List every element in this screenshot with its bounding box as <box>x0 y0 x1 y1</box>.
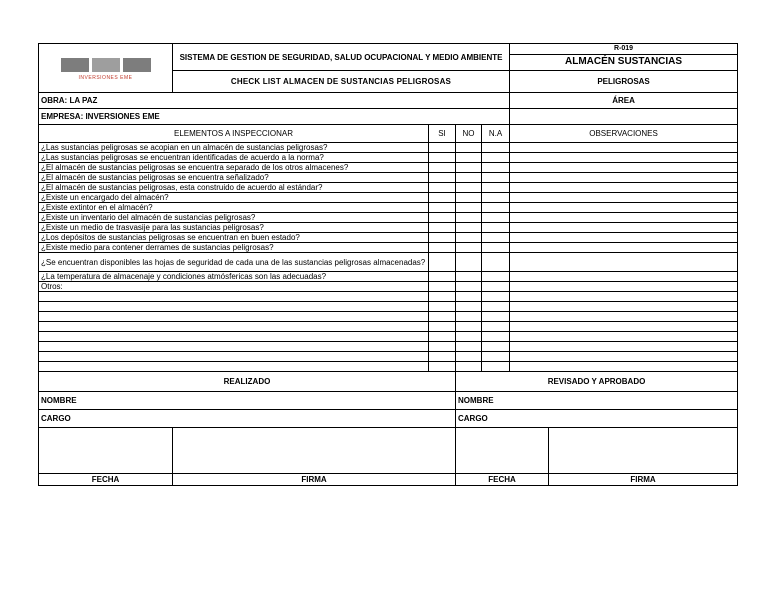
observation-cell[interactable] <box>510 322 738 332</box>
observation-cell[interactable] <box>510 193 738 203</box>
firma-box-left[interactable] <box>173 428 456 474</box>
side-title-2: PELIGROSAS <box>510 71 738 93</box>
other-item-cell[interactable] <box>39 302 429 312</box>
checklist-row <box>39 272 738 282</box>
si-cell[interactable] <box>429 173 456 183</box>
si-cell[interactable] <box>429 143 456 153</box>
fecha-box-right[interactable] <box>456 428 549 474</box>
checklist-question: ¿Se encuentran disponibles las hojas de seguridad de cada una de las sustancias peligrosas almacenadas? <box>39 253 429 272</box>
na-cell[interactable] <box>482 153 510 163</box>
no-cell[interactable] <box>456 332 482 342</box>
observation-cell[interactable] <box>510 352 738 362</box>
checklist-row <box>39 193 738 203</box>
checklist-table <box>38 43 738 486</box>
si-cell[interactable] <box>429 213 456 223</box>
no-cell[interactable] <box>456 223 482 233</box>
observation-cell[interactable] <box>510 362 738 372</box>
si-cell[interactable] <box>429 233 456 243</box>
area-field: ÁREA <box>510 93 738 109</box>
logo-caption: INVERSIONES EME <box>78 74 133 81</box>
other-item-cell[interactable] <box>39 322 429 332</box>
observation-cell[interactable] <box>510 143 738 153</box>
na-cell[interactable] <box>482 302 510 312</box>
no-cell[interactable] <box>456 352 482 362</box>
no-cell[interactable] <box>456 362 482 372</box>
si-cell[interactable] <box>429 292 456 302</box>
na-cell[interactable] <box>482 243 510 253</box>
no-cell[interactable] <box>456 213 482 223</box>
col-si: SI <box>429 125 456 143</box>
other-item-cell[interactable] <box>39 352 429 362</box>
col-obs: OBSERVACIONES <box>510 125 738 143</box>
document-title: CHECK LIST ALMACEN DE SUSTANCIAS PELIGROSAS <box>173 71 510 93</box>
si-cell[interactable] <box>429 253 456 272</box>
observation-cell[interactable] <box>510 332 738 342</box>
na-cell[interactable] <box>482 282 510 292</box>
fecha-label-right: FECHA <box>456 474 549 486</box>
other-item-cell[interactable] <box>39 312 429 322</box>
empresa-field: EMPRESA: INVERSIONES EME <box>39 109 510 125</box>
si-cell[interactable] <box>429 312 456 322</box>
checklist-row <box>39 153 738 163</box>
na-cell[interactable] <box>482 183 510 193</box>
na-cell[interactable] <box>482 332 510 342</box>
checklist-question: ¿Existe medio para contener derrames de sustancias peligrosas? <box>39 243 429 253</box>
no-cell[interactable] <box>456 203 482 213</box>
na-cell[interactable] <box>482 163 510 173</box>
no-cell[interactable] <box>456 233 482 243</box>
na-cell[interactable] <box>482 272 510 282</box>
no-cell[interactable] <box>456 302 482 312</box>
fecha-box-left[interactable] <box>39 428 173 474</box>
no-cell[interactable] <box>456 342 482 352</box>
checklist-row <box>39 173 738 183</box>
observation-cell[interactable] <box>510 292 738 302</box>
checklist-row <box>39 223 738 233</box>
checklist-question: ¿Las sustancias peligrosas se encuentran identificadas de acuerdo a la norma? <box>39 153 429 163</box>
no-cell[interactable] <box>456 163 482 173</box>
observation-cell[interactable] <box>510 223 738 233</box>
na-cell[interactable] <box>482 173 510 183</box>
observation-cell[interactable] <box>510 233 738 243</box>
si-cell[interactable] <box>429 362 456 372</box>
checklist-form <box>38 43 737 486</box>
no-cell[interactable] <box>456 292 482 302</box>
checklist-row <box>39 282 738 292</box>
blank-row <box>39 292 738 302</box>
observation-cell[interactable] <box>510 272 738 282</box>
other-item-cell[interactable] <box>39 292 429 302</box>
checklist-row <box>39 233 738 243</box>
si-cell[interactable] <box>429 183 456 193</box>
checklist-question: ¿La temperatura de almacenaje y condiciones atmósfericas son las adecuadas? <box>39 272 429 282</box>
si-cell[interactable] <box>429 342 456 352</box>
checklist-question: ¿Existe un encargado del almacén? <box>39 193 429 203</box>
si-cell[interactable] <box>429 163 456 173</box>
na-cell[interactable] <box>482 193 510 203</box>
checklist-question: ¿El almacén de sustancias peligrosas se encuentra separado de los otros almacenes? <box>39 163 429 173</box>
nombre-label-right: NOMBRE <box>456 392 738 410</box>
no-cell[interactable] <box>456 322 482 332</box>
firma-label-right: FIRMA <box>549 474 738 486</box>
blank-row <box>39 322 738 332</box>
si-cell[interactable] <box>429 282 456 292</box>
na-cell[interactable] <box>482 253 510 272</box>
observation-cell[interactable] <box>510 163 738 173</box>
blank-row <box>39 342 738 352</box>
approved-title: REVISADO Y APROBADO <box>456 372 738 392</box>
no-cell[interactable] <box>456 183 482 193</box>
na-cell[interactable] <box>482 342 510 352</box>
checklist-row <box>39 143 738 153</box>
na-cell[interactable] <box>482 292 510 302</box>
checklist-question: ¿Existe extintor en el almacén? <box>39 203 429 213</box>
observation-cell[interactable] <box>510 342 738 352</box>
checklist-question: ¿Existe un medio de trasvasije para las sustancias peligrosas? <box>39 223 429 233</box>
si-cell[interactable] <box>429 272 456 282</box>
checklist-question: ¿Las sustancias peligrosas se acopian en un almacén de sustancias peligrosas? <box>39 143 429 153</box>
checklist-row <box>39 183 738 193</box>
checklist-question: Otros: <box>39 282 429 292</box>
observation-cell[interactable] <box>510 253 738 272</box>
si-cell[interactable] <box>429 352 456 362</box>
other-item-cell[interactable] <box>39 362 429 372</box>
logo <box>39 44 173 93</box>
other-item-cell[interactable] <box>39 342 429 352</box>
na-cell[interactable] <box>482 322 510 332</box>
checklist-row <box>39 213 738 223</box>
no-cell[interactable] <box>456 272 482 282</box>
nombre-label-left: NOMBRE <box>39 392 456 410</box>
no-cell[interactable] <box>456 173 482 183</box>
observation-cell[interactable] <box>510 183 738 193</box>
area-value <box>510 109 738 125</box>
col-na: N.A <box>482 125 510 143</box>
firma-box-right[interactable] <box>549 428 738 474</box>
checklist-question: ¿Los depósitos de sustancias peligrosas se encuentran en buen estado? <box>39 233 429 243</box>
observation-cell[interactable] <box>510 312 738 322</box>
na-cell[interactable] <box>482 213 510 223</box>
na-cell[interactable] <box>482 312 510 322</box>
checklist-question: ¿El almacén de sustancias peligrosas, esta construido de acuerdo al estándar? <box>39 183 429 193</box>
no-cell[interactable] <box>456 312 482 322</box>
checklist-question: ¿El almacén de sustancias peligrosas se encuentra señalizado? <box>39 173 429 183</box>
obra-field: OBRA: LA PAZ <box>39 93 510 109</box>
cargo-label-right: CARGO <box>456 410 738 428</box>
no-cell[interactable] <box>456 243 482 253</box>
cargo-label-left: CARGO <box>39 410 456 428</box>
no-cell[interactable] <box>456 193 482 203</box>
checklist-question: ¿Existe un inventario del almacén de sustancias peligrosas? <box>39 213 429 223</box>
si-cell[interactable] <box>429 332 456 342</box>
si-cell[interactable] <box>429 193 456 203</box>
na-cell[interactable] <box>482 233 510 243</box>
blank-row <box>39 302 738 312</box>
col-no: NO <box>456 125 482 143</box>
realizado-title: REALIZADO <box>39 372 456 392</box>
checklist-row <box>39 243 738 253</box>
no-cell[interactable] <box>456 143 482 153</box>
form-code: R-019 <box>510 44 737 55</box>
side-title-1: ALMACÉN SUSTANCIAS <box>565 56 683 67</box>
observation-cell[interactable] <box>510 173 738 183</box>
si-cell[interactable] <box>429 322 456 332</box>
si-cell[interactable] <box>429 203 456 213</box>
observation-cell[interactable] <box>510 213 738 223</box>
si-cell[interactable] <box>429 302 456 312</box>
na-cell[interactable] <box>482 143 510 153</box>
system-title: SISTEMA DE GESTION DE SEGURIDAD, SALUD OCUPACIONAL Y MEDIO AMBIENTE <box>173 44 510 71</box>
blank-row <box>39 362 738 372</box>
observation-cell[interactable] <box>510 243 738 253</box>
observation-cell[interactable] <box>510 302 738 312</box>
na-cell[interactable] <box>482 362 510 372</box>
checklist-row <box>39 203 738 213</box>
na-cell[interactable] <box>482 203 510 213</box>
no-cell[interactable] <box>456 153 482 163</box>
observation-cell[interactable] <box>510 153 738 163</box>
no-cell[interactable] <box>456 282 482 292</box>
col-elements: ELEMENTOS A INSPECCIONAR <box>39 125 429 143</box>
checklist-row <box>39 163 738 173</box>
si-cell[interactable] <box>429 223 456 233</box>
na-cell[interactable] <box>482 223 510 233</box>
si-cell[interactable] <box>429 153 456 163</box>
si-cell[interactable] <box>429 243 456 253</box>
blank-row <box>39 312 738 322</box>
observation-cell[interactable] <box>510 203 738 213</box>
firma-label-left: FIRMA <box>173 474 456 486</box>
na-cell[interactable] <box>482 352 510 362</box>
blank-row <box>39 332 738 342</box>
no-cell[interactable] <box>456 253 482 272</box>
fecha-label-left: FECHA <box>39 474 173 486</box>
checklist-row <box>39 253 738 272</box>
other-item-cell[interactable] <box>39 332 429 342</box>
observation-cell[interactable] <box>510 282 738 292</box>
blank-row <box>39 352 738 362</box>
